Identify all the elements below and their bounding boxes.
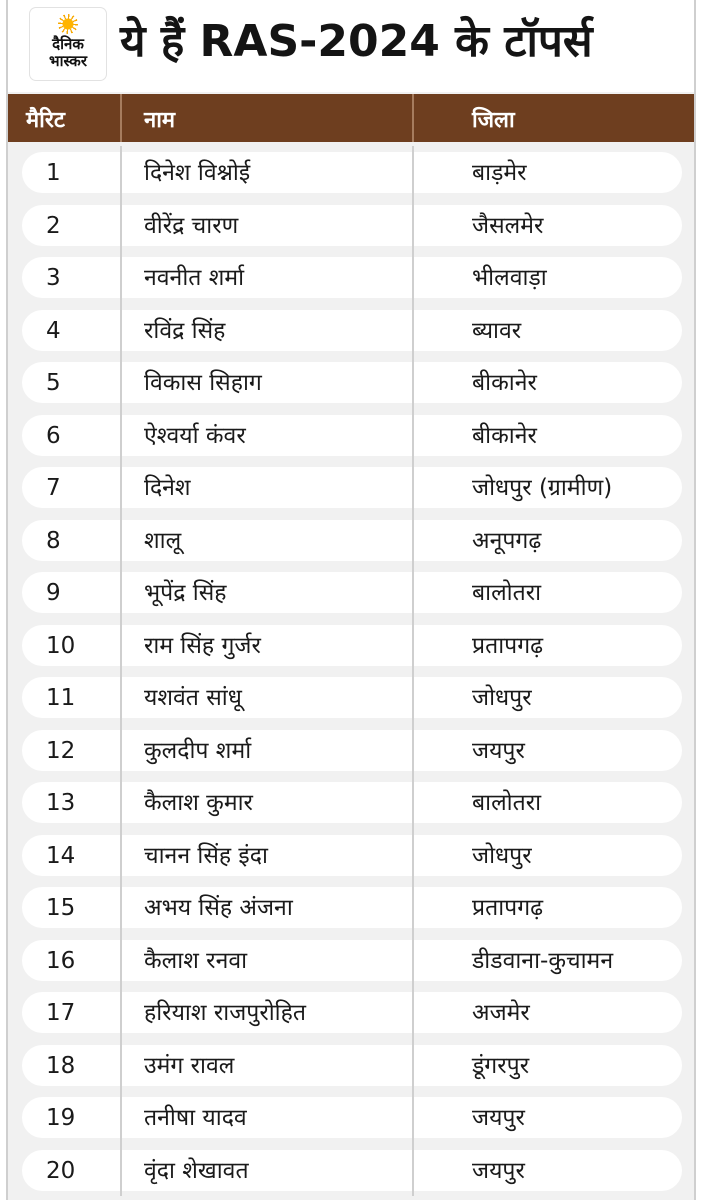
column-header-name: नाम [144, 108, 176, 133]
column-divider [412, 1144, 414, 1197]
table-row [8, 566, 694, 619]
candidate-name: राम सिंह गुर्जर [144, 632, 261, 659]
table-row [8, 724, 694, 777]
column-divider [120, 1039, 122, 1092]
column-divider [412, 934, 414, 987]
column-divider [120, 199, 122, 252]
table-row [8, 986, 694, 1039]
column-divider [412, 461, 414, 514]
table-header [8, 94, 694, 142]
candidate-name: रविंद्र सिंह [144, 317, 226, 344]
column-divider [412, 304, 414, 357]
district-name: जोधपुर [472, 842, 532, 869]
table-row [8, 776, 694, 829]
candidate-name: हरियाश राजपुरोहित [144, 1000, 306, 1026]
column-divider [412, 986, 414, 1039]
district-name: जयपुर [472, 737, 525, 764]
candidate-name: दिनेश [144, 475, 191, 501]
merit-rank: 16 [46, 947, 76, 974]
district-name: जयपुर [472, 1157, 525, 1184]
table-row [8, 514, 694, 567]
merit-rank: 6 [46, 422, 61, 449]
merit-rank: 3 [46, 265, 61, 291]
district-name: प्रतापगढ़ [472, 632, 544, 659]
candidate-name: वीरेंद्र चारण [144, 212, 239, 239]
candidate-name: यशवंत सांधू [144, 685, 242, 711]
merit-rank: 7 [46, 475, 61, 501]
district-name: जयपुर [472, 1105, 525, 1131]
column-header-merit: मैरिट [26, 108, 65, 133]
column-divider [412, 829, 414, 882]
table-row [8, 356, 694, 409]
candidate-name: शालू [144, 527, 182, 554]
column-divider [120, 304, 122, 357]
table-row [8, 461, 694, 514]
merit-rank: 20 [46, 1157, 76, 1184]
merit-rank: 2 [46, 212, 61, 239]
dainik-bhaskar-logo [30, 8, 106, 80]
column-divider [120, 409, 122, 462]
column-divider [120, 829, 122, 882]
header-divider [120, 94, 122, 142]
merit-rank: 9 [46, 580, 61, 606]
merit-rank: 13 [46, 790, 76, 816]
column-divider [412, 146, 414, 199]
column-divider [412, 356, 414, 409]
candidate-name: चानन सिंह इंदा [144, 842, 268, 869]
column-divider [120, 356, 122, 409]
table-row [8, 1144, 694, 1197]
district-name: बालोतरा [472, 580, 542, 606]
district-name: बीकानेर [472, 422, 537, 449]
district-name: बालोतरा [472, 790, 542, 816]
column-divider [412, 1039, 414, 1092]
merit-rank: 17 [46, 1000, 76, 1026]
table-row [8, 146, 694, 199]
table-row [8, 1091, 694, 1144]
column-divider [412, 199, 414, 252]
candidate-name: उमंग रावल [144, 1052, 235, 1079]
toppers-table-body [8, 146, 694, 1196]
district-name: जैसलमेर [472, 212, 544, 239]
merit-rank: 14 [46, 842, 76, 869]
table-row [8, 829, 694, 882]
candidate-name: तनीषा यादव [144, 1105, 247, 1131]
candidate-name: दिनेश विश्नोई [144, 160, 251, 186]
table-row [8, 304, 694, 357]
logo-line-2: भास्कर [49, 52, 87, 70]
district-name: बीकानेर [472, 370, 537, 396]
column-divider [412, 671, 414, 724]
column-divider [120, 1144, 122, 1197]
table-row [8, 1039, 694, 1092]
candidate-name: ऐश्वर्या कंवर [144, 422, 246, 449]
table-row [8, 199, 694, 252]
column-divider [120, 251, 122, 304]
column-divider [120, 146, 122, 199]
column-divider [120, 986, 122, 1039]
district-name: अनूपगढ़ [472, 527, 542, 554]
sun-icon [58, 14, 78, 34]
column-divider [120, 671, 122, 724]
column-divider [120, 619, 122, 672]
column-divider [412, 1091, 414, 1144]
column-divider [120, 934, 122, 987]
toppers-infographic [6, 0, 696, 1200]
table-row [8, 251, 694, 304]
district-name: अजमेर [472, 1000, 530, 1026]
column-divider [412, 514, 414, 567]
page-title: ये हैं RAS-2024 के टॉपर्स [120, 16, 593, 67]
logo-line-1: दैनिक [52, 35, 84, 53]
column-divider [412, 776, 414, 829]
candidate-name: कैलाश कुमार [144, 790, 253, 816]
district-name: बाड़मेर [472, 160, 527, 186]
column-divider [120, 1091, 122, 1144]
candidate-name: कुलदीप शर्मा [144, 737, 252, 764]
column-divider [120, 461, 122, 514]
merit-rank: 15 [46, 895, 76, 921]
table-row [8, 934, 694, 987]
merit-rank: 1 [46, 160, 61, 186]
table-row [8, 409, 694, 462]
district-name: भीलवाड़ा [472, 265, 547, 291]
merit-rank: 11 [46, 685, 76, 711]
district-name: डीडवाना-कुचामन [472, 947, 614, 974]
district-name: प्रतापगढ़ [472, 895, 544, 921]
header-divider [412, 94, 414, 142]
column-divider [120, 881, 122, 934]
district-name: जोधपुर [472, 685, 532, 711]
candidate-name: कैलाश रनवा [144, 947, 248, 974]
column-divider [412, 881, 414, 934]
column-divider [120, 566, 122, 619]
header [8, 0, 694, 92]
merit-rank: 19 [46, 1105, 76, 1131]
table-row [8, 881, 694, 934]
district-name: डूंगरपुर [472, 1052, 530, 1079]
column-divider [120, 514, 122, 567]
district-name: जोधपुर (ग्रामीण) [472, 475, 613, 501]
merit-rank: 10 [46, 632, 76, 659]
column-header-district: जिला [472, 108, 515, 133]
merit-rank: 5 [46, 370, 61, 396]
column-divider [412, 566, 414, 619]
district-name: ब्यावर [472, 317, 522, 344]
merit-rank: 18 [46, 1052, 76, 1079]
logo-text [30, 36, 106, 70]
candidate-name: नवनीत शर्मा [144, 265, 245, 291]
column-divider [412, 724, 414, 777]
candidate-name: भूपेंद्र सिंह [144, 580, 227, 606]
candidate-name: वृंदा शेखावत [144, 1157, 249, 1184]
candidate-name: अभय सिंह अंजना [144, 895, 293, 921]
column-divider [412, 251, 414, 304]
column-divider [412, 619, 414, 672]
merit-rank: 12 [46, 737, 76, 764]
table-row [8, 671, 694, 724]
column-divider [120, 776, 122, 829]
merit-rank: 8 [46, 527, 61, 554]
column-divider [412, 409, 414, 462]
candidate-name: विकास सिहाग [144, 370, 262, 396]
merit-rank: 4 [46, 317, 61, 344]
table-row [8, 619, 694, 672]
column-divider [120, 724, 122, 777]
